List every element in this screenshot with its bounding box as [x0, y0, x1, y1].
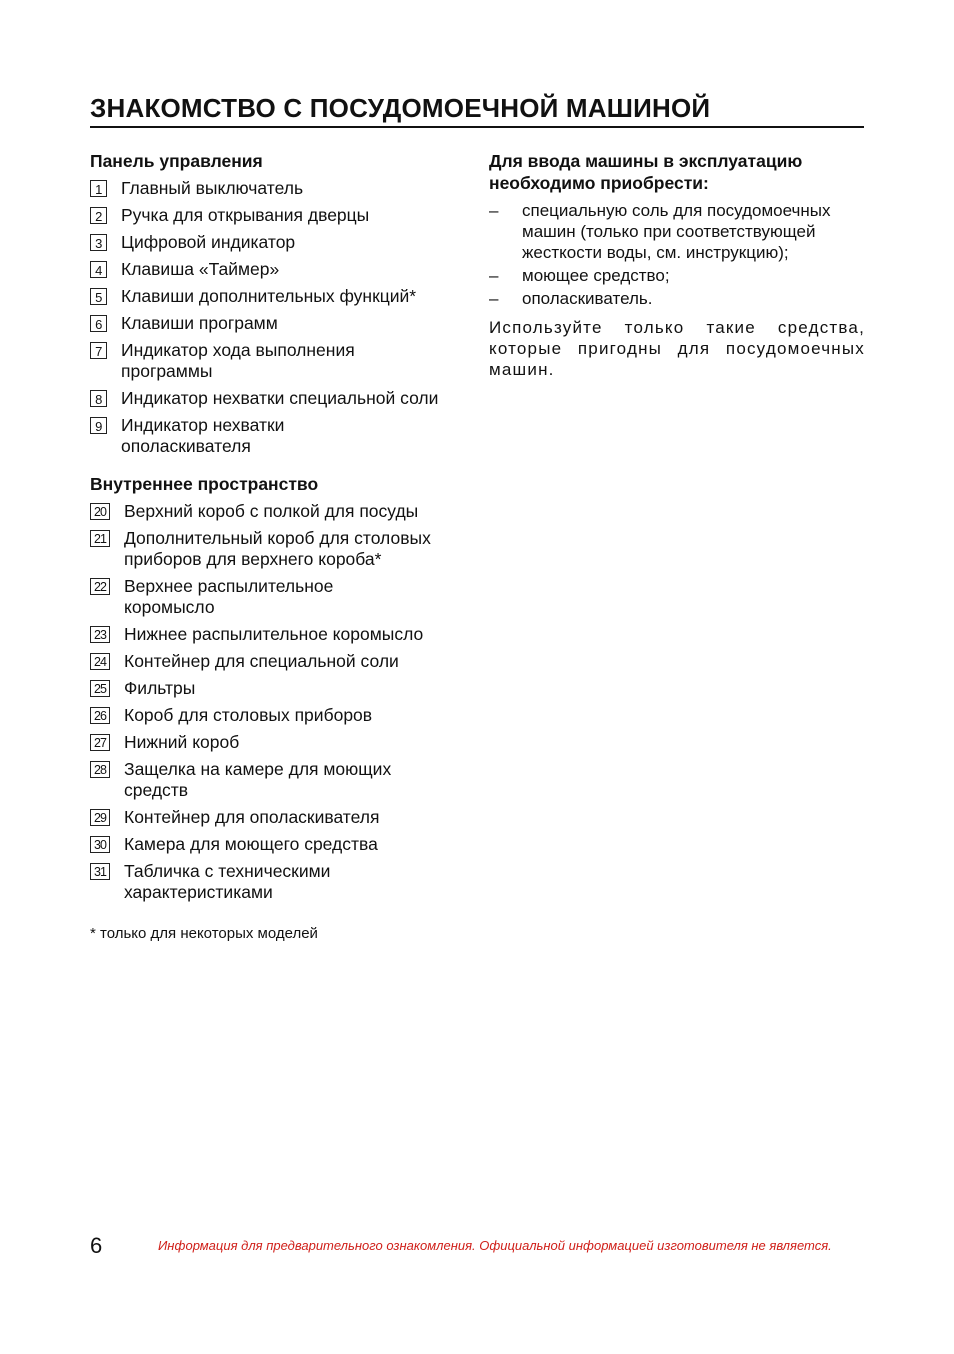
- item-text: Дополнительный короб для столовых приборов для верхнего короба*: [124, 528, 431, 569]
- list-item: [90, 834, 470, 855]
- item-number: 29: [90, 809, 110, 826]
- list-item: [489, 288, 865, 309]
- list-item: [90, 705, 470, 726]
- item-text: Клавиши дополнительных функций*: [121, 286, 417, 306]
- dash-bullet: –: [489, 289, 499, 308]
- item-text: специальную соль для посудомоечных машин (только при соответствующей жесткости воды, см. инструкцию);: [522, 201, 831, 262]
- item-number: 24: [90, 653, 110, 670]
- item-number: 3: [90, 234, 107, 251]
- control-panel-heading: Панель управления: [90, 151, 263, 171]
- page-number: 6: [90, 1233, 103, 1258]
- control-panel-list: [90, 178, 470, 457]
- disclaimer: Информация для предварительного ознакомления. Официальной информацией изготовителя не является.: [158, 1238, 832, 1253]
- page-title: ЗНАКОМСТВО С ПОСУДОМОЕЧНОЙ МАШИНОЙ: [90, 92, 864, 128]
- item-number: 27: [90, 734, 110, 751]
- list-item: [90, 576, 470, 618]
- list-item: [90, 501, 470, 522]
- item-text: Камера для моющего средства: [124, 834, 378, 854]
- item-number: 28: [90, 761, 110, 778]
- list-item: [90, 232, 470, 253]
- item-text: Табличка с техническими характеристиками: [124, 861, 331, 902]
- item-text: Верхнее распылительное коромысло: [124, 576, 334, 617]
- item-text: Клавиши программ: [121, 313, 278, 333]
- item-text: Нижнее распылительное коромысло: [124, 624, 424, 644]
- list-item: [90, 624, 470, 645]
- list-item: [90, 415, 470, 457]
- item-text: Фильтры: [124, 678, 196, 698]
- left-column: [90, 150, 470, 942]
- item-number: 23: [90, 626, 110, 643]
- list-item: [90, 340, 470, 382]
- item-text: Контейнер для специальной соли: [124, 651, 399, 671]
- list-item: [90, 178, 470, 199]
- list-item: [90, 651, 470, 672]
- item-text: Цифровой индикатор: [121, 232, 296, 252]
- item-text: Клавиша «Таймер»: [121, 259, 280, 279]
- list-item: [90, 286, 470, 307]
- list-item: [90, 528, 470, 570]
- item-text: ополаскиватель.: [522, 289, 653, 308]
- interior-list: [90, 501, 470, 903]
- purchase-heading: Для ввода машины в эксплуатацию необходимо приобрести:: [489, 151, 803, 193]
- item-number: 1: [90, 180, 107, 197]
- item-number: 7: [90, 342, 107, 359]
- list-item: [90, 313, 470, 334]
- item-text: моющее средство;: [522, 266, 670, 285]
- item-text: Ручка для открывания дверцы: [121, 205, 370, 225]
- list-item: [90, 759, 470, 801]
- item-number: 9: [90, 417, 107, 434]
- interior-heading: Внутреннее пространство: [90, 474, 319, 494]
- item-text: Нижний короб: [124, 732, 240, 752]
- item-number: 21: [90, 530, 110, 547]
- usage-note: Используйте только такие средства, которые пригодны для посудомоечных машин.: [489, 318, 865, 379]
- right-column: [489, 150, 865, 380]
- item-text: Индикатор нехватки ополаскивателя: [121, 415, 285, 456]
- item-number: 5: [90, 288, 107, 305]
- list-item: [90, 807, 470, 828]
- item-number: 31: [90, 863, 110, 880]
- list-item: [489, 265, 865, 286]
- dash-bullet: –: [489, 266, 499, 285]
- item-number: 20: [90, 503, 110, 520]
- item-number: 22: [90, 578, 110, 595]
- list-item: [90, 388, 470, 409]
- item-number: 6: [90, 315, 107, 332]
- list-item: [90, 732, 470, 753]
- list-item: [489, 200, 865, 263]
- item-number: 25: [90, 680, 110, 697]
- item-text: Контейнер для ополаскивателя: [124, 807, 380, 827]
- footnote: * только для некоторых моделей: [90, 925, 318, 942]
- item-text: Защелка на камере для моющих средств: [124, 759, 392, 800]
- item-text: Короб для столовых приборов: [124, 705, 373, 725]
- list-item: [90, 678, 470, 699]
- item-number: 4: [90, 261, 107, 278]
- item-text: Верхний короб с полкой для посуды: [124, 501, 419, 521]
- item-text: Главный выключатель: [121, 178, 304, 198]
- item-number: 26: [90, 707, 110, 724]
- list-item: [90, 259, 470, 280]
- list-item: [90, 205, 470, 226]
- item-number: 2: [90, 207, 107, 224]
- dash-bullet: –: [489, 201, 499, 220]
- item-number: 8: [90, 390, 107, 407]
- purchase-list: [489, 200, 865, 309]
- item-text: Индикатор нехватки специальной соли: [121, 388, 439, 408]
- list-item: [90, 861, 470, 903]
- item-number: 30: [90, 836, 110, 853]
- item-text: Индикатор хода выполнения программы: [121, 340, 355, 381]
